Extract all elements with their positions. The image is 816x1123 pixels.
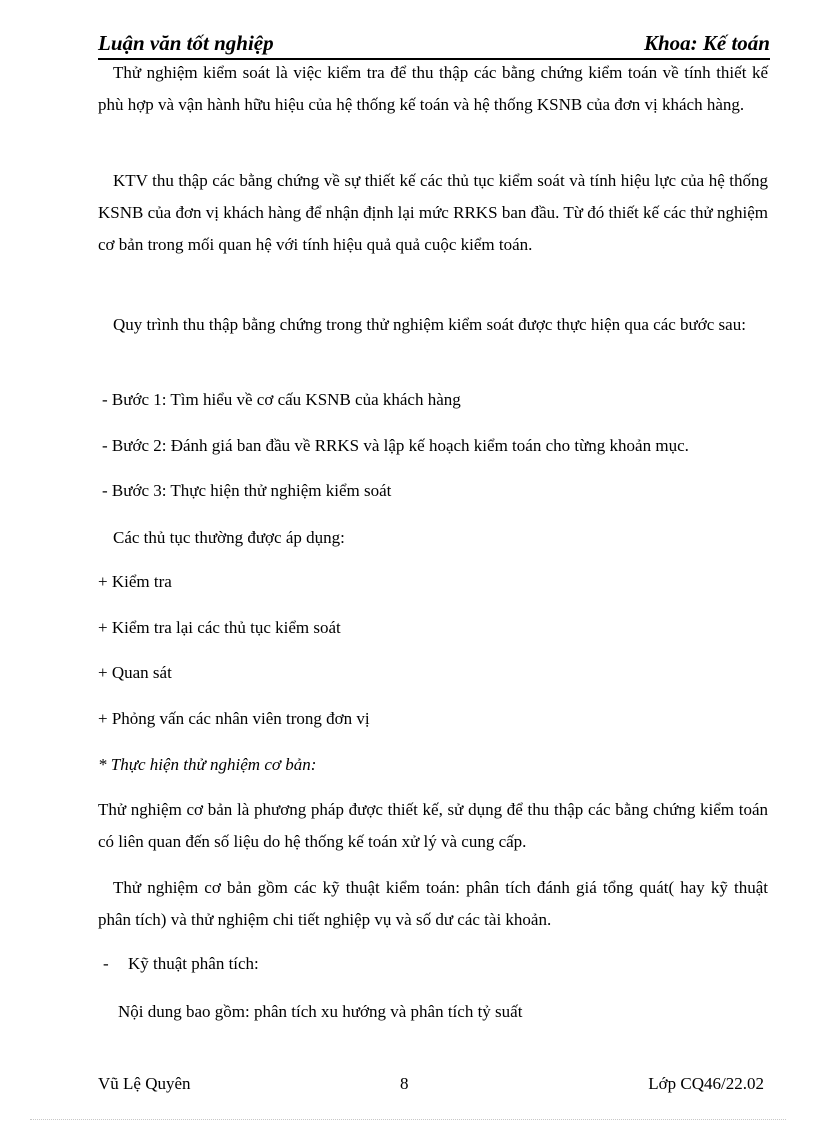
step-2: - Bước 2: Đánh giá ban đầu về RRKS và lập kế hoạch kiểm toán cho từng khoản mục. (102, 436, 689, 455)
procedure-item: + Quan sát (98, 663, 172, 682)
footer-class: Lớp CQ46/22.02 (648, 1074, 764, 1093)
paragraph-analysis-content: Nội dung bao gồm: phân tích xu hướng và phân tích tỷ suất (118, 1002, 523, 1021)
footer-author: Vũ Lệ Quyên (98, 1074, 191, 1093)
paragraph-procedure: Quy trình thu thập bằng chứng trong thử nghiệm kiểm soát được thực hiện qua các bước sau: (113, 315, 746, 334)
header-title: Luận văn tốt nghiệp (98, 31, 274, 55)
procedure-item: + Kiểm tra lại các thủ tục kiểm soát (98, 618, 341, 637)
step-1: - Bước 1: Tìm hiểu về cơ cấu KSNB của khách hàng (102, 390, 461, 409)
paragraph-control-testing: Thử nghiệm kiểm soát là việc kiểm tra để thu thập các bằng chứng kiểm toán về tính thiết kế phù hợp và vận hành hữu hiệu của hệ thống kế toán và hệ thống KSNB của đơn vị khách hàng. (98, 63, 768, 114)
step-3: - Bước 3: Thực hiện thử nghiệm kiểm soát (102, 481, 392, 500)
procedure-item: + Kiểm tra (98, 572, 172, 591)
page-number: 8 (400, 1074, 409, 1093)
page-header (98, 30, 770, 60)
paragraph-substantive-techniques: Thử nghiệm cơ bản gồm các kỹ thuật kiểm toán: phân tích đánh giá tổng quát( hay kỹ thuật phân tích) và thử nghiệm chi tiết nghiệp vụ và số dư các tài khoản. (98, 878, 768, 929)
paragraph-substantive-test: Thử nghiệm cơ bản là phương pháp được thiết kế, sử dụng để thu thập các bằng chứng kiểm toán có liên quan đến số liệu do hệ thống kế toán xử lý và cung cấp. (98, 800, 768, 851)
bullet-dash: - (103, 954, 109, 973)
section-subheading: * Thực hiện thử nghiệm cơ bản: (98, 755, 317, 774)
procedures-intro: Các thủ tục thường được áp dụng: (113, 528, 345, 547)
bottom-divider (30, 1119, 786, 1120)
paragraph-auditor-evidence: KTV thu thập các bằng chứng về sự thiết kế các thủ tục kiểm soát và tính hiệu lực của hệ thống KSNB của đơn vị khách hàng để nhận định lại mức RRKS ban đầu. Từ đó thiết kế các thử nghiệm cơ bản trong mối quan hệ với tính hiệu quả quả cuộc kiểm toán. (98, 171, 768, 254)
procedure-item: + Phỏng vấn các nhân viên trong đơn vị (98, 709, 370, 728)
header-department: Khoa: Kế toán (643, 31, 770, 55)
bullet-analytical-technique: Kỹ thuật phân tích: (128, 954, 259, 973)
